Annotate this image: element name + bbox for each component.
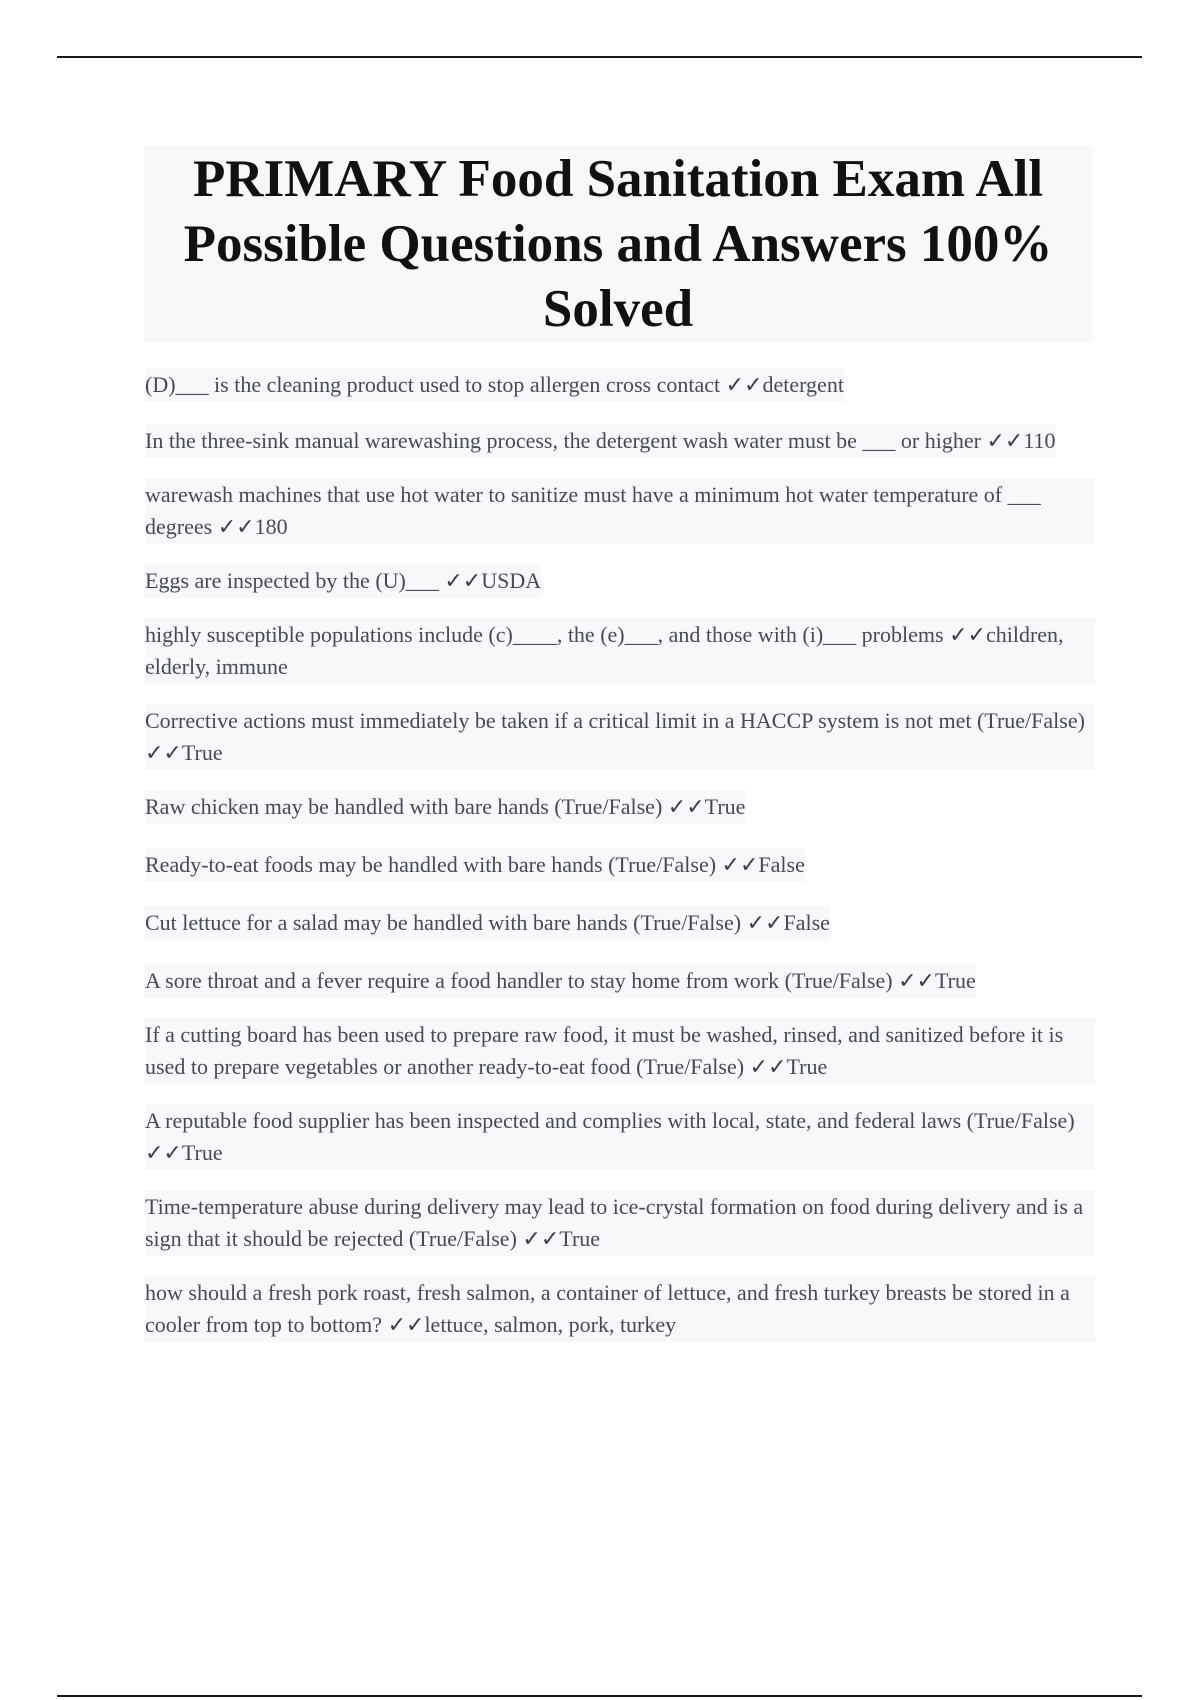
answer-text: True [704,794,746,819]
qa-text [145,964,976,998]
qa-text [145,906,830,940]
qa-text [145,368,844,402]
qa-text [145,1104,1095,1170]
qa-item [145,964,1095,998]
qa-text [145,790,745,824]
qa-item [145,478,1095,544]
question-text: how should a fresh pork roast, fresh salmon, a container of lettuce, and fresh turkey breasts be stored in a cooler from top to bottom? [145,1280,1070,1337]
question-text: In the three-sink manual warewashing process, the detergent wash water must be ___ or higher [145,428,987,453]
answer-text: True [559,1226,601,1251]
document-title: PRIMARY Food Sanitation Exam All Possible Questions and Answers 100% Solved [183,149,1053,338]
answer-text: True [181,740,223,765]
qa-item [145,848,1095,882]
check-mark: ✓✓ [898,968,935,993]
question-text: If a cutting board has been used to prepare raw food, it must be washed, rinsed, and sanitized before it is used to prepare vegetables or another ready-to-eat food (True/False) [145,1022,1064,1079]
check-mark: ✓✓ [721,852,759,877]
question-text: highly susceptible populations include (c)____, the (e)___, and those with (i)___ problems [145,622,950,647]
question-text: (D)___ is the cleaning product used to stop allergen cross contact [145,372,726,397]
qa-item [145,1276,1095,1342]
answer-text: 110 [1023,428,1056,453]
qa-item [145,1018,1095,1084]
qa-item [145,790,1095,824]
check-mark: ✓✓ [145,740,182,765]
answer-text: USDA [481,568,542,593]
check-mark: ✓✓ [986,428,1024,453]
answer-text: children, elderly, immune [145,622,1064,679]
check-mark: ✓✓ [667,794,705,819]
check-mark: ✓✓ [387,1312,425,1337]
question-text: warewash machines that use hot water to sanitize must have a minimum hot water temperature of ___ degrees [145,482,1041,539]
qa-text [145,424,1056,458]
qa-text [145,1018,1095,1084]
check-mark: ✓✓ [444,568,482,593]
qa-text [145,848,805,882]
question-text: A reputable food supplier has been inspected and complies with local, state, and federal laws (True/False) [145,1108,1075,1133]
check-mark: ✓✓ [522,1226,560,1251]
qa-text [145,704,1095,770]
check-mark: ✓✓ [749,1054,787,1079]
check-mark: ✓✓ [949,622,986,647]
header-rule [57,56,1142,58]
qa-item [145,618,1095,684]
check-mark: ✓✓ [725,372,763,397]
question-text: Ready-to-eat foods may be handled with bare hands (True/False) [145,852,722,877]
qa-item [145,368,1095,402]
qa-item [145,564,1095,598]
title-block [144,146,1092,342]
check-mark: ✓✓ [746,910,784,935]
answer-text: True [934,968,976,993]
qa-item [145,704,1095,770]
qa-item [145,906,1095,940]
question-text: Time-temperature abuse during delivery may lead to ice-crystal formation on food during delivery and is a sign that it should be rejected (True/False) [145,1194,1084,1251]
question-text: Raw chicken may be handled with bare hands (True/False) [145,794,668,819]
question-text: A sore throat and a fever require a food handler to stay home from work (True/False) [145,968,899,993]
qa-list [145,368,1095,1342]
qa-item [145,424,1095,458]
question-text: Corrective actions must immediately be taken if a critical limit in a HACCP system is not met (True/False) [145,708,1085,733]
answer-text: False [758,852,805,877]
footer-rule [57,1695,1142,1697]
qa-item [145,1190,1095,1256]
qa-text [145,564,541,598]
qa-text [145,1276,1095,1342]
answer-text: lettuce, salmon, pork, turkey [424,1312,677,1337]
answer-text: False [783,910,830,935]
check-mark: ✓✓ [217,514,255,539]
question-text: Cut lettuce for a salad may be handled with bare hands (True/False) [145,910,747,935]
qa-text [145,478,1095,544]
check-mark: ✓✓ [145,1140,182,1165]
answer-text: 180 [254,514,288,539]
answer-text: True [181,1140,223,1165]
answer-text: True [786,1054,828,1079]
answer-text: detergent [762,372,844,397]
question-text: Eggs are inspected by the (U)___ [145,568,445,593]
qa-text [145,618,1095,684]
qa-text [145,1190,1095,1256]
qa-item [145,1104,1095,1170]
